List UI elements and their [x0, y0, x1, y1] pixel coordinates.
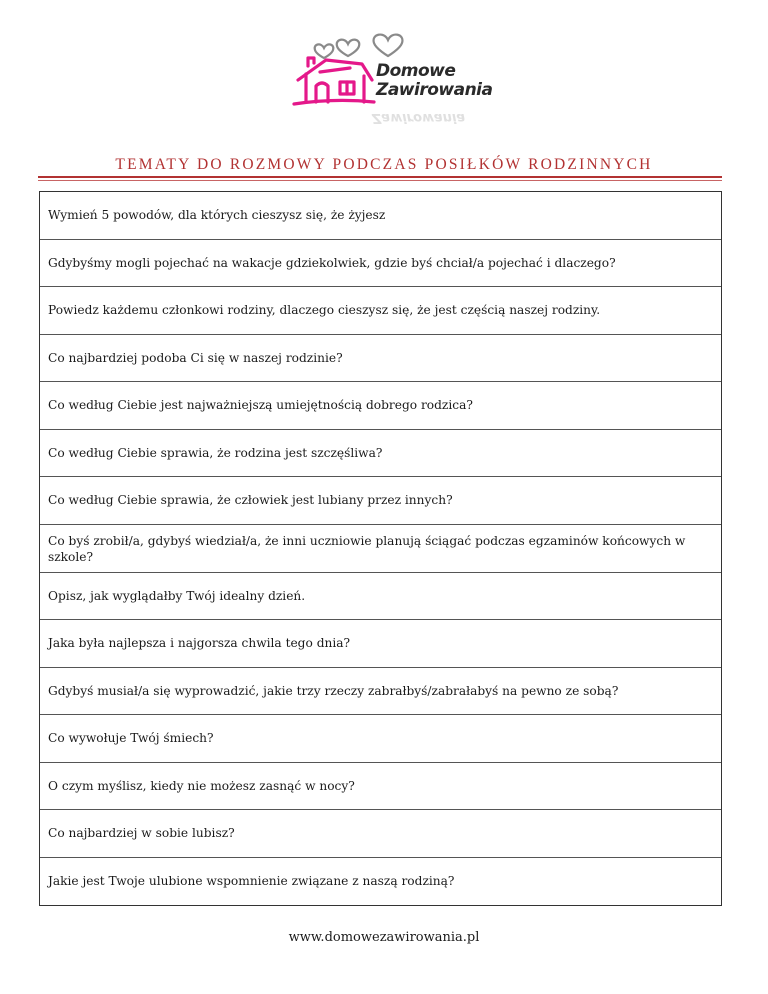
footer-website-link[interactable]: www.domowezawirowania.pl: [288, 930, 480, 945]
question-row: Wymień 5 powodów, dla których cieszysz się, że żyjesz: [40, 192, 721, 240]
brand-logo: [280, 28, 493, 128]
question-row: Co najbardziej w sobie lubisz?: [40, 810, 721, 858]
question-row: O czym myślisz, kiedy nie możesz zasnąć w nocy?: [40, 763, 721, 811]
question-row: Jaka była najlepsza i najgorsza chwila tego dnia?: [40, 620, 721, 668]
question-row: Jakie jest Twoje ulubione wspomnienie związane z naszą rodziną?: [48, 874, 455, 889]
question-row: Co wywołuje Twój śmiech?: [40, 715, 721, 763]
question-row: Co według Ciebie jest najważniejszą umiejętnością dobrego rodzica?: [40, 382, 721, 430]
title-divider-thin: [38, 180, 722, 181]
question-row: Co według Ciebie sprawia, że rodzina jest szczęśliwa?: [40, 430, 721, 478]
question-row: Powiedz każdemu członkowi rodziny, dlaczego cieszysz się, że jest częścią naszej rodziny.: [40, 287, 721, 335]
question-row: Opisz, jak wyglądałby Twój idealny dzień.: [40, 573, 721, 621]
question-row: Co byś zrobił/a, gdybyś wiedział/a, że inni uczniowie planują ściągać podczas egzaminów końcowych w szkole?: [40, 525, 721, 573]
question-row: Co najbardziej podoba Ci się w naszej rodzinie?: [40, 335, 721, 383]
questions-table: [39, 191, 722, 906]
page-title: TEMATY DO ROZMOWY PODCZAS POSIŁKÓW RODZINNYCH: [115, 156, 653, 173]
question-row: Gdybyśmy mogli pojechać na wakacje gdziekolwiek, gdzie byś chciał/a pojechać i dlaczego?: [40, 240, 721, 288]
brand-name-line1: Domowe: [376, 61, 456, 81]
question-row: Gdybyś musiał/a się wyprowadzić, jakie trzy rzeczy zabrałbyś/zabrałabyś na pewno ze sobą?: [40, 668, 721, 716]
brand-name-line2: Zawirowania: [376, 80, 493, 100]
title-divider: [38, 176, 722, 178]
question-row: Co według Ciebie sprawia, że człowiek jest lubiany przez innych?: [40, 477, 721, 525]
brand-name-reflection: Zawirowania: [372, 110, 466, 125]
